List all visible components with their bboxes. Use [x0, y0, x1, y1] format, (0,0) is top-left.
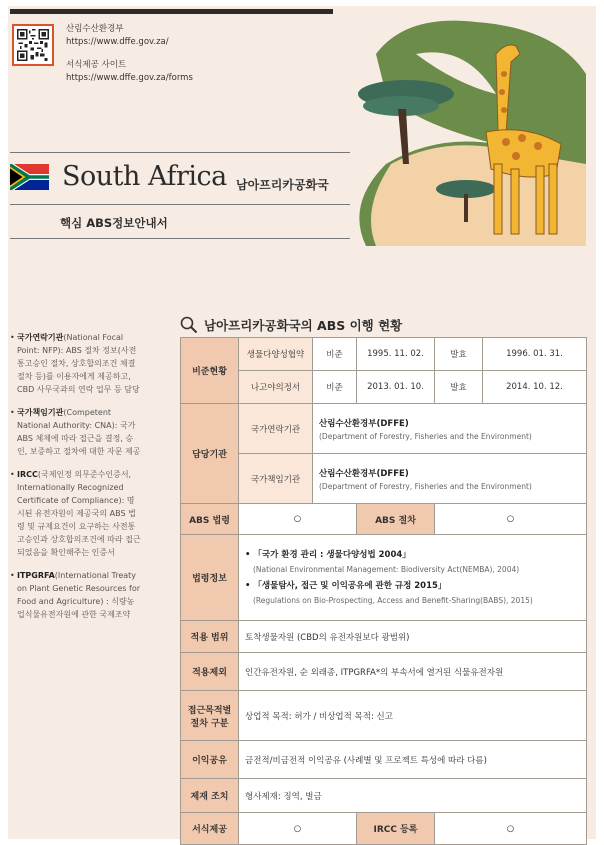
benefit-value: 금전적/비금전적 이익공유 (사례별 및 프로젝트 특성에 따라 다름) [239, 741, 587, 779]
table-row [181, 813, 587, 845]
ircc-header: IRCC 등록 [357, 813, 435, 845]
table-row [181, 535, 587, 621]
table-row [181, 741, 587, 779]
status-date: 1995. 11. 02. [357, 338, 435, 371]
table-row [181, 779, 587, 813]
law-item [245, 545, 580, 611]
ircc-value: ○ [435, 813, 587, 845]
purpose-value: 상업적 목적: 허가 / 비상업적 목적: 신고 [239, 691, 587, 741]
forms-value: ○ [239, 813, 357, 845]
country-name-ko: 남아프리카공화국 [236, 178, 329, 192]
effect-label: 발효 [435, 338, 483, 371]
glossary-text: (국제인정 의무준수인증서, Internationally Recognized Certificate of Compliance): 명시된 유전자원이 제공국의 ABS 법령 및 규제요건이 요구하는 사전통고승인과 상호합의조건에 따라 접근되었음을 확인해주는 인증서 [17, 470, 141, 557]
giraffe-illustration [346, 14, 594, 246]
glossary-text: (National Focal Point: NFP): ABS 절차 정보(사전통고승인 절차, 상호합의조건 체결 절차 등)를 이용자에게 제공하고, CBD 사무국과의 연락 업무 등 담당 [17, 333, 140, 394]
forms-header: 서식제공 [181, 813, 239, 845]
glossary-term: 국가연락기관 [17, 333, 64, 342]
law-title: • 「생물탐사, 접근 및 이익공유에 관한 규정 2015」 [245, 580, 447, 591]
agency-role: 국가책임기관 [239, 454, 313, 504]
effect-date: 2014. 10. 12. [483, 371, 587, 404]
glossary-item [10, 468, 142, 559]
sanction-header: 제재 조치 [181, 779, 239, 813]
ministry-label: 산림수산환경부 [66, 24, 124, 34]
table-row [181, 504, 587, 535]
section-title: 남아프리카공화국의 ABS 이행 현황 [204, 318, 403, 333]
glossary-item [10, 569, 142, 621]
agency-name-en: (Department of Forestry, Fisheries and the Environment) [319, 481, 532, 491]
agency-name-en: (Department of Forestry, Fisheries and the Environment) [319, 431, 532, 441]
abs-status-table [180, 337, 587, 845]
effect-label: 발효 [435, 371, 483, 404]
table-row [181, 371, 587, 404]
agency-role: 국가연락기관 [239, 404, 313, 454]
divider [10, 204, 350, 205]
table-row [181, 621, 587, 653]
forms-link[interactable]: https://www.dffe.gov.za/forms [66, 73, 193, 83]
exclusion-value: 인간유전자원, 순 외래종, ITPGRFA*의 부속서에 열거된 식물유전자원 [239, 653, 587, 691]
forms-label: 서식제공 사이트 [66, 60, 127, 70]
table-row [181, 691, 587, 741]
abs-procedure-header: ABS 절차 [357, 504, 435, 535]
law-title-en: (National Environmental Management: Biodiversity Act(NEMBA), 2004) [253, 564, 520, 574]
glossary-text: (Competent National Authority: CNA): 국가 ABS 체제에 따라 접근을 결정, 승인, 보증하고 절차에 대한 자문 제공 [17, 408, 141, 456]
ministry-link[interactable]: https://www.dffe.gov.za/ [66, 37, 169, 47]
effect-date: 1996. 01. 31. [483, 338, 587, 371]
top-bar [10, 9, 333, 14]
agency-cell [313, 454, 587, 504]
abs-law-value: ○ [239, 504, 357, 535]
law-title: • 「국가 환경 관리 : 생물다양성법 2004」 [245, 549, 411, 560]
status-label: 비준 [313, 371, 357, 404]
scope-header: 적용 범위 [181, 621, 239, 653]
exclusion-header: 적용제외 [181, 653, 239, 691]
divider [10, 238, 350, 239]
benefit-header: 이익공유 [181, 741, 239, 779]
document-subtitle: 핵심 ABS정보안내서 [60, 216, 168, 230]
purpose-label-line: 접근목적별 [187, 705, 232, 716]
status-date: 2013. 01. 10. [357, 371, 435, 404]
agency-cell [313, 404, 587, 454]
table-row [181, 653, 587, 691]
abs-law-header: ABS 법령 [181, 504, 239, 535]
law-title-en: (Regulations on Bio-Prospecting, Access and Benefit-Sharing(BABS), 2015) [253, 595, 533, 605]
treaty-name: 나고야의정서 [239, 371, 313, 404]
law-info-cell [239, 535, 587, 621]
treaty-name: 생물다양성협약 [239, 338, 313, 371]
glossary-item [10, 331, 142, 396]
abs-procedure-value: ○ [435, 504, 587, 535]
ratification-header: 비준현황 [181, 338, 239, 404]
glossary-term: ITPGRFA [17, 571, 55, 580]
status-label: 비준 [313, 338, 357, 371]
header-links [66, 23, 193, 85]
south-africa-flag-icon [10, 164, 49, 190]
table-row [181, 338, 587, 371]
table-row [181, 454, 587, 504]
glossary-sidebar [10, 331, 142, 631]
scope-value: 토착생물자원 (CBD의 유전자원보다 광범위) [239, 621, 587, 653]
page [8, 6, 596, 839]
glossary-item [10, 406, 142, 458]
sanction-value: 형사제재: 징역, 벌금 [239, 779, 587, 813]
purpose-header [181, 691, 239, 741]
country-name-en: South Africa [62, 161, 227, 192]
qr-code-icon[interactable] [12, 24, 54, 66]
table-row [181, 404, 587, 454]
glossary-term: IRCC [17, 470, 38, 479]
purpose-label-line: 절차 구분 [190, 718, 229, 729]
law-info-header: 법령정보 [181, 535, 239, 621]
agency-header: 담당기관 [181, 404, 239, 504]
agency-name: 산림수산환경부(DFFE) [319, 468, 409, 479]
glossary-text: (International Treaty on Plant Genetic Resources for Food and Agriculture) : 식량농업식물유전자원에 관한 국제조약 [17, 571, 141, 619]
glossary-term: 국가책임기관 [17, 408, 64, 417]
agency-name: 산림수산환경부(DFFE) [319, 418, 409, 429]
divider [10, 152, 350, 153]
